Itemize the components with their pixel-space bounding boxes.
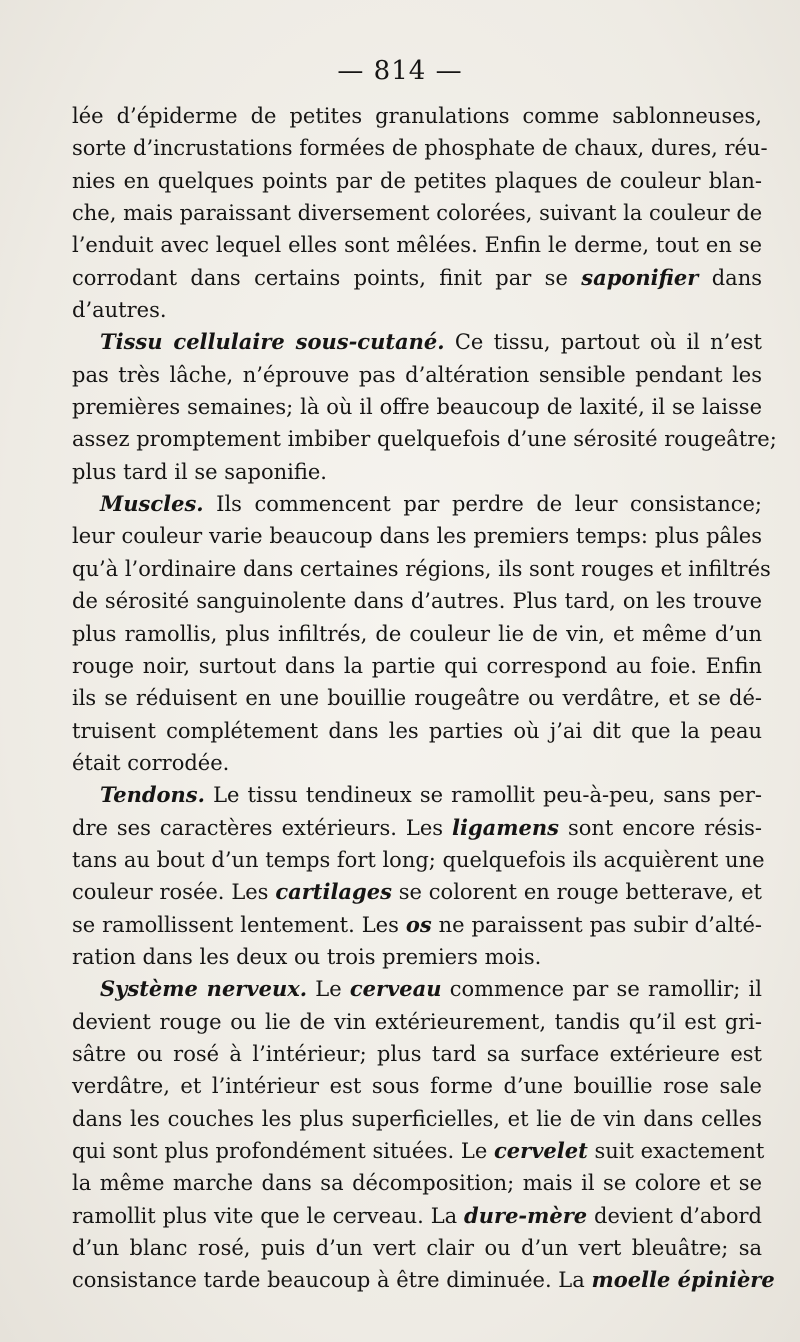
text-line — [72, 488, 762, 520]
text-segment: consistance tarde beaucoup à être diminuée. La — [72, 1268, 585, 1293]
text-segment: Ils commencent par perdre de leur consistance; — [216, 492, 762, 517]
text-line — [72, 456, 762, 488]
text-segment: était corrodée. — [72, 750, 230, 775]
text-segment: tans au bout d’un temps fort long; quelquefois ils acquièrent une — [72, 847, 765, 872]
text-segment: assez promptement imbiber quelquefois d’une sérosité rougeâtre; — [72, 427, 777, 452]
text-segment: ramollit plus vite que le cerveau. La — [72, 1203, 458, 1228]
text-segment: sâtre ou rosé à l’intérieur; plus tard sa surface extérieure est — [72, 1041, 762, 1066]
text-line — [72, 1006, 762, 1038]
text-segment: truisent complétement dans les parties où j’ai dit que la peau — [72, 718, 762, 743]
text-segment: ne paraissent pas subir d’alté- — [438, 912, 762, 937]
text-line — [72, 1232, 762, 1264]
text-segment: plus tard il se saponifie. — [72, 459, 327, 484]
page-number: — 814 — — [337, 56, 463, 86]
text-segment: sorte d’incrustations formées de phosphate de chaux, dures, réu- — [72, 136, 768, 161]
italic-term: cerveau — [349, 976, 442, 1002]
text-line — [72, 100, 762, 132]
text-segment: d’un blanc rosé, puis d’un vert clair ou d’un vert bleuâtre; sa — [72, 1236, 762, 1261]
section-heading: Système nerveux. — [100, 976, 308, 1002]
text-line — [72, 391, 762, 423]
text-segment: pas très lâche, n’éprouve pas d’altération sensible pendant les — [72, 362, 762, 387]
text-line — [72, 326, 762, 358]
text-segment: d’autres. — [72, 298, 167, 323]
text-segment: plus ramollis, plus infiltrés, de couleur lie de vin, et même d’un — [72, 621, 762, 646]
italic-term: saponifier — [581, 264, 699, 290]
text-segment: ration dans les deux ou trois premiers mois. — [72, 944, 542, 969]
text-line — [72, 585, 762, 617]
text-line — [72, 520, 762, 552]
text-line — [72, 779, 762, 811]
text-segment: Le — [315, 977, 342, 1002]
text-line — [72, 294, 762, 326]
text-segment: dans les couches les plus superficielles, et lie de vin dans celles — [72, 1106, 762, 1131]
text-segment: dans — [711, 265, 762, 290]
italic-term: cartilages — [275, 879, 392, 905]
text-line — [72, 197, 762, 229]
text-line — [72, 1103, 762, 1135]
italic-term: os — [405, 911, 432, 937]
italic-term: ligamens — [452, 814, 559, 840]
text-segment: nies en quelques points par de petites plaques de couleur blan- — [72, 168, 762, 193]
italic-term: cervelet — [493, 1138, 588, 1163]
text-line — [72, 229, 762, 261]
text-segment: Le tissu tendineux se ramollit peu-à-peu, sans per- — [213, 783, 762, 808]
text-line — [72, 262, 762, 294]
text-line — [72, 973, 762, 1005]
text-line — [72, 844, 765, 876]
text-segment: ils se réduisent en une bouillie rougeâtre ou verdâtre, et se dé- — [72, 686, 762, 711]
text-line — [72, 715, 762, 747]
section-heading: Tissu cellulaire sous-cutané. — [100, 329, 445, 355]
section-heading: Muscles. — [100, 491, 204, 517]
italic-term: dure-mère — [464, 1202, 588, 1228]
text-segment: lée d’épiderme de petites granulations comme sablonneuses, — [72, 104, 762, 128]
text-line — [72, 812, 762, 844]
text-segment: de sérosité sanguinolente dans d’autres. Plus tard, on les trouve — [72, 589, 762, 614]
text-line — [72, 618, 762, 650]
italic-term: moelle épinière — [591, 1267, 775, 1293]
text-segment: se colorent en rouge betterave, et — [398, 880, 762, 905]
text-line — [72, 553, 771, 585]
text-segment: devient d’abord — [594, 1203, 762, 1228]
section-heading: Tendons. — [100, 782, 205, 808]
text-line — [72, 909, 762, 941]
text-segment: l’enduit avec lequel elles sont mêlées. Enfin le derme, tout en se — [72, 233, 762, 258]
text-line — [72, 941, 762, 973]
text-segment: Ce tissu, partout où il n’est — [454, 330, 762, 355]
text-line — [72, 747, 762, 779]
text-line — [72, 1070, 762, 1102]
text-segment: qui sont plus profondément situées. Le — [72, 1139, 488, 1163]
text-segment: couleur rosée. Les — [72, 880, 269, 905]
text-segment: dre ses caractères extérieurs. Les — [72, 815, 444, 840]
text-segment: se ramollissent lentement. Les — [72, 912, 399, 937]
text-line — [72, 423, 777, 455]
text-line — [72, 132, 768, 164]
text-segment: suit exactement — [594, 1139, 765, 1163]
text-segment: sont encore résis- — [567, 815, 762, 840]
text-segment: che, mais paraissant diversement colorées, suivant la couleur de — [72, 201, 763, 226]
text-segment: la même marche dans sa décomposition; mais il se colore et se — [72, 1171, 762, 1196]
text-line — [72, 876, 762, 908]
text-segment: premières semaines; là où il offre beaucoup de laxité, il se laisse — [72, 395, 762, 420]
text-segment: verdâtre, et l’intérieur est sous forme d’une bouillie rose sale — [72, 1074, 762, 1099]
text-line — [72, 1135, 765, 1167]
text-line — [72, 650, 762, 682]
text-line — [72, 165, 762, 197]
text-line — [72, 1200, 762, 1232]
text-segment: corrodant dans certains points, finit par se — [72, 265, 568, 290]
text-line — [72, 359, 762, 391]
text-segment: leur couleur varie beaucoup dans les premiers temps: plus pâles — [72, 524, 762, 549]
text-segment: devient rouge ou lie de vin extérieurement, tandis qu’il est gri- — [72, 1009, 762, 1034]
text-line — [72, 1038, 762, 1070]
text-line — [72, 1167, 762, 1199]
text-segment: qu’à l’ordinaire dans certaines régions, ils sont rouges et infiltrés — [72, 556, 771, 581]
text-segment: commence par se ramollir; il — [449, 977, 762, 1002]
text-line — [72, 682, 762, 714]
text-segment: rouge noir, surtout dans la partie qui correspond au foie. Enfin — [72, 653, 762, 678]
body-text — [72, 100, 777, 1297]
text-line — [72, 1264, 775, 1296]
